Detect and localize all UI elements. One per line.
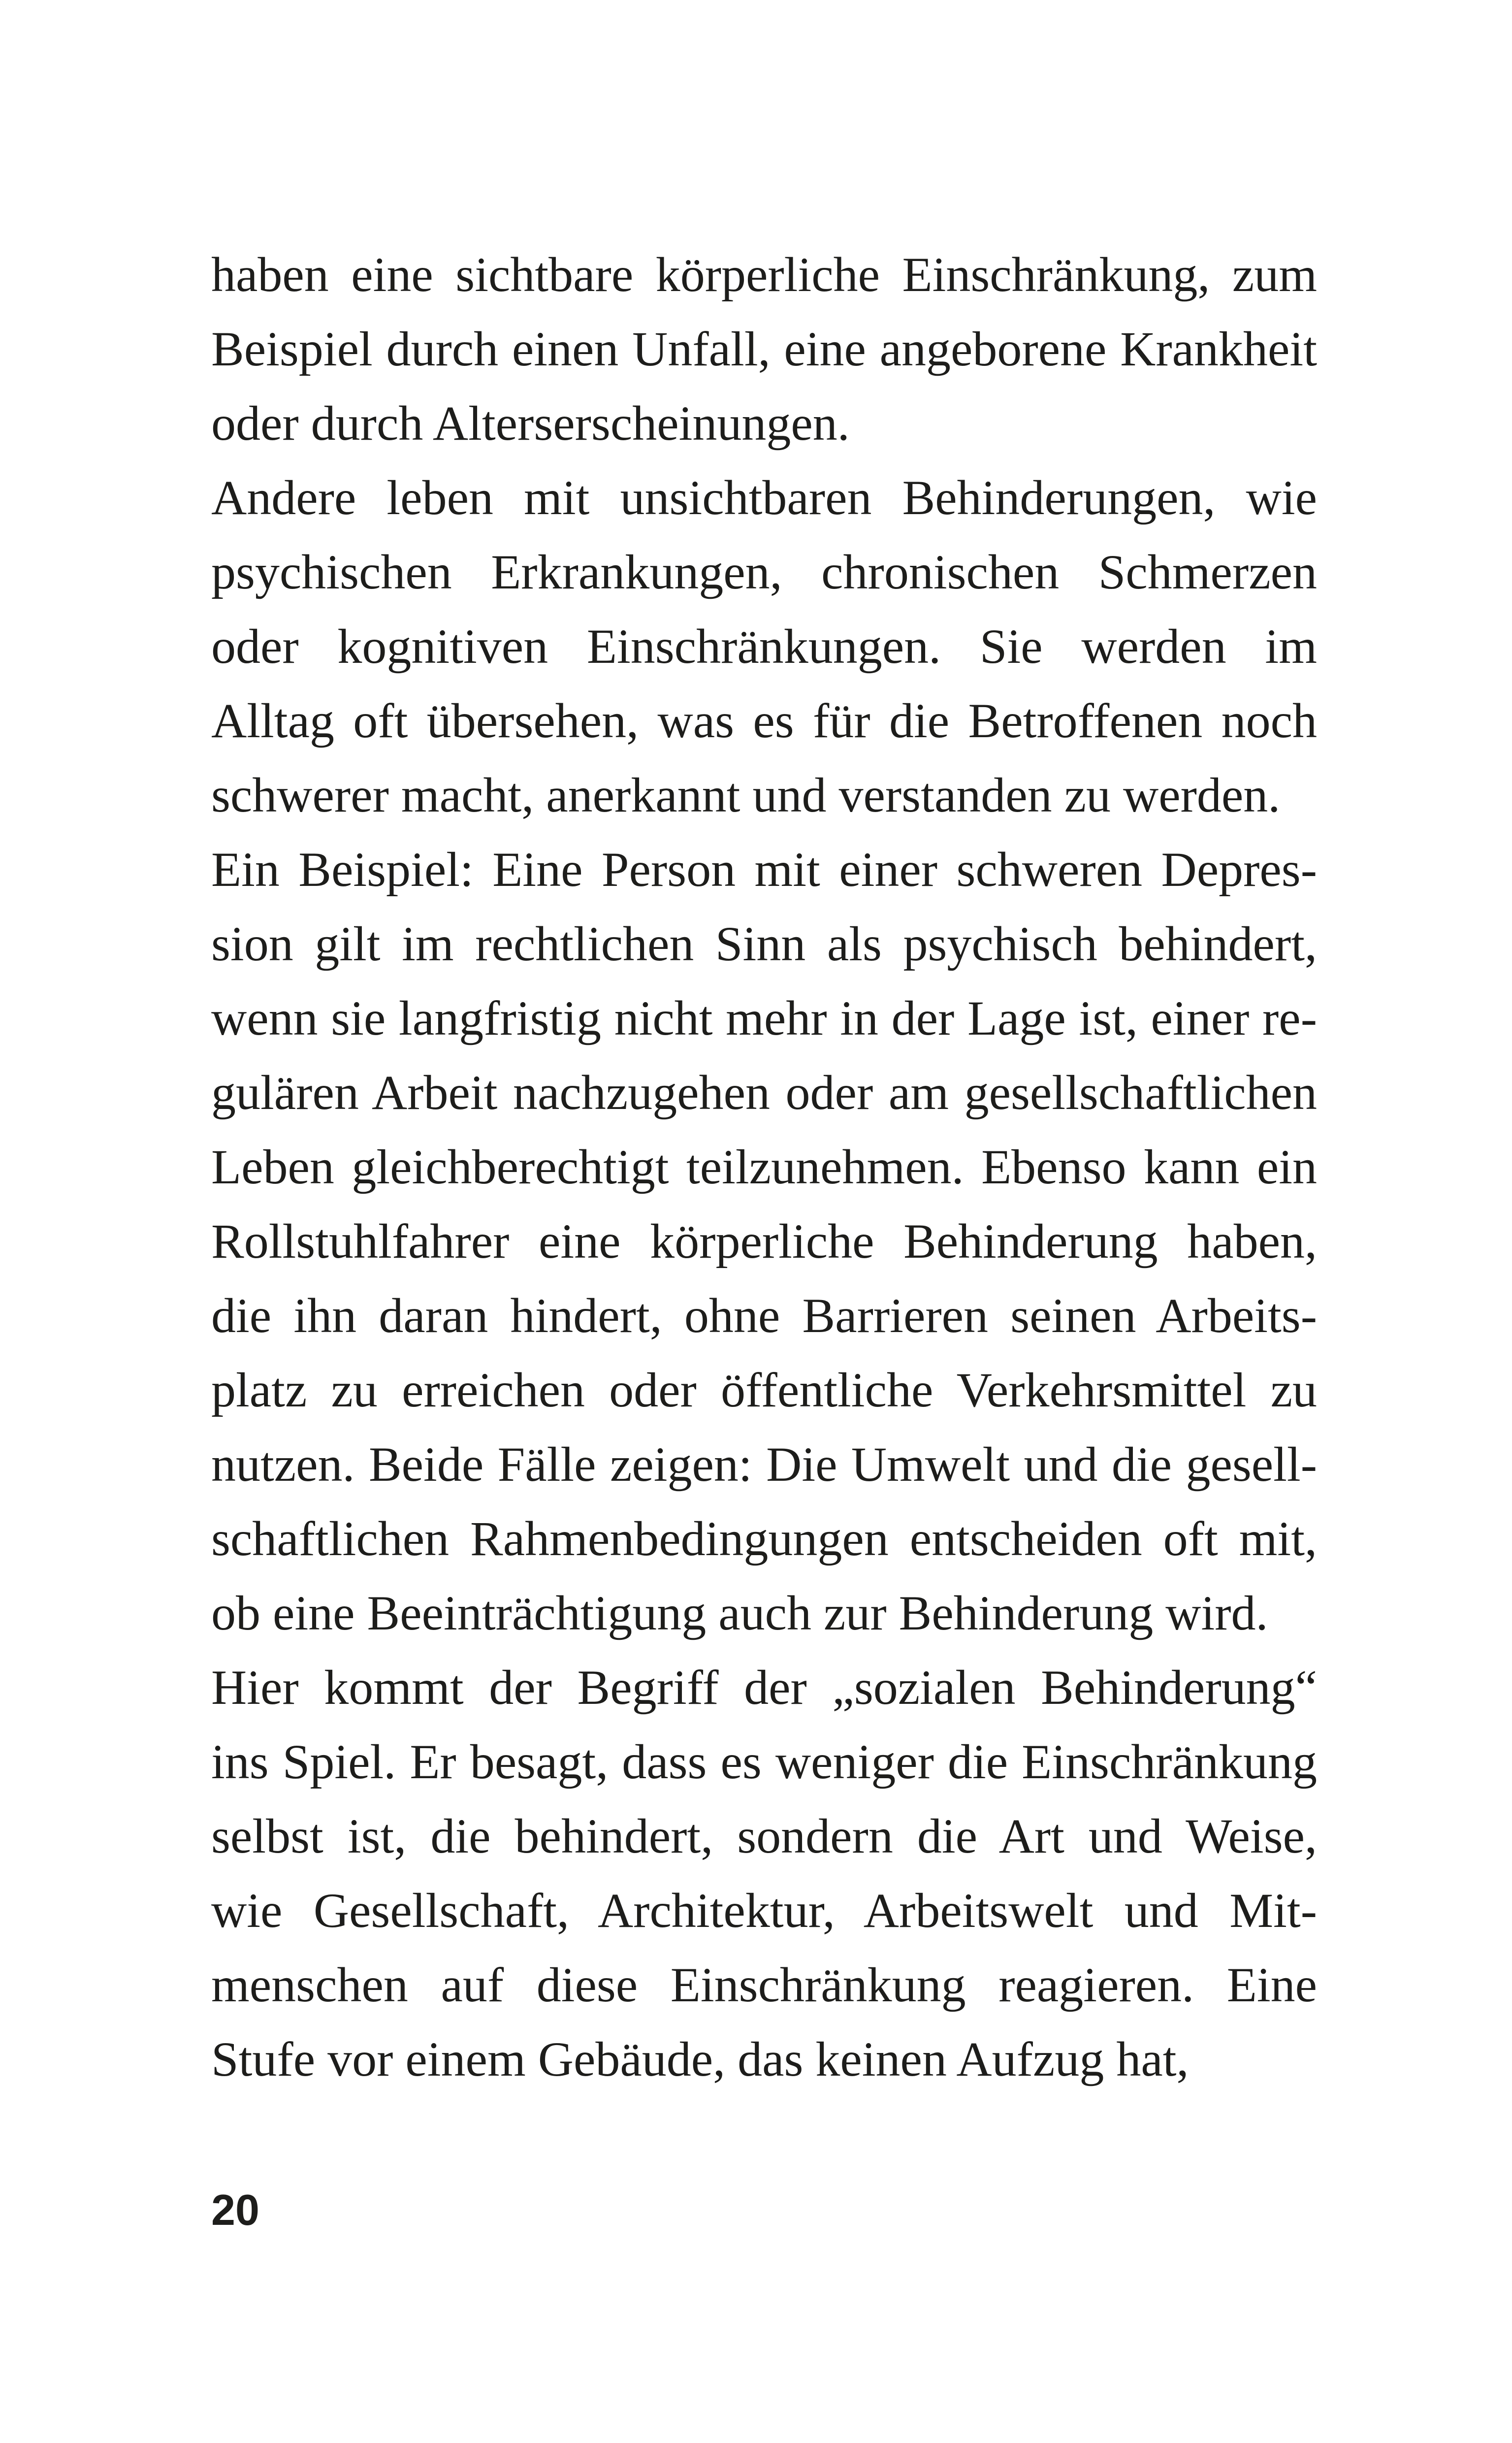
page-number: 20: [211, 2185, 259, 2234]
text-line: Rollstuhlfahrer eine körperliche Behinderung haben,: [211, 1214, 1317, 1269]
text-line: oder kognitiven Einschränkungen. Sie werden im: [211, 619, 1317, 674]
text-line: wie Gesellschaft, Architektur, Arbeitswelt und Mit-: [211, 1883, 1317, 1938]
body-text: [211, 237, 1317, 2096]
text-line: sion gilt im rechtlichen Sinn als psychisch behindert,: [211, 916, 1317, 971]
text-line: nutzen. Beide Fälle zeigen: Die Umwelt und die gesell-: [211, 1437, 1317, 1492]
text-line: oder durch Alterserscheinungen.: [211, 396, 850, 451]
text-line: Leben gleichberechtigt teilzunehmen. Ebenso kann ein: [211, 1140, 1317, 1194]
text-line: menschen auf diese Einschränkung reagieren. Eine: [211, 1957, 1317, 2012]
text-line: gulären Arbeit nachzugehen oder am gesellschaftlichen: [211, 1065, 1317, 1120]
text-line: Hier kommt der Begriff der „sozialen Behinderung“: [211, 1660, 1317, 1715]
text-line: die ihn daran hindert, ohne Barrieren seinen Arbeits-: [211, 1288, 1317, 1343]
text-line: wenn sie langfristig nicht mehr in der Lage ist, einer re-: [211, 991, 1317, 1045]
text-line: schwerer macht, anerkannt und verstanden zu werden.: [211, 768, 1281, 822]
text-line: haben eine sichtbare körperliche Einschränkung, zum: [211, 247, 1317, 302]
text-line: Andere leben mit unsichtbaren Behinderungen, wie: [211, 470, 1317, 525]
text-line: selbst ist, die behindert, sondern die Art und Weise,: [211, 1809, 1317, 1863]
text-line: Stufe vor einem Gebäude, das keinen Aufzug hat,: [211, 2032, 1189, 2086]
text-line: schaftlichen Rahmenbedingungen entscheiden oft mit,: [211, 1511, 1317, 1566]
text-line: Beispiel durch einen Unfall, eine angeborene Krankheit: [211, 322, 1317, 376]
text-line: ob eine Beeinträchtigung auch zur Behinderung wird.: [211, 1586, 1268, 1640]
text-line: psychischen Erkrankungen, chronischen Schmerzen: [211, 545, 1317, 599]
text-line: ins Spiel. Er besagt, dass es weniger die Einschränkung: [211, 1734, 1317, 1789]
text-line: platz zu erreichen oder öffentliche Verkehrsmittel zu: [211, 1363, 1317, 1417]
text-line: Alltag oft übersehen, was es für die Betroffenen noch: [211, 693, 1317, 748]
text-line: Ein Beispiel: Eine Person mit einer schweren Depres-: [211, 842, 1317, 897]
